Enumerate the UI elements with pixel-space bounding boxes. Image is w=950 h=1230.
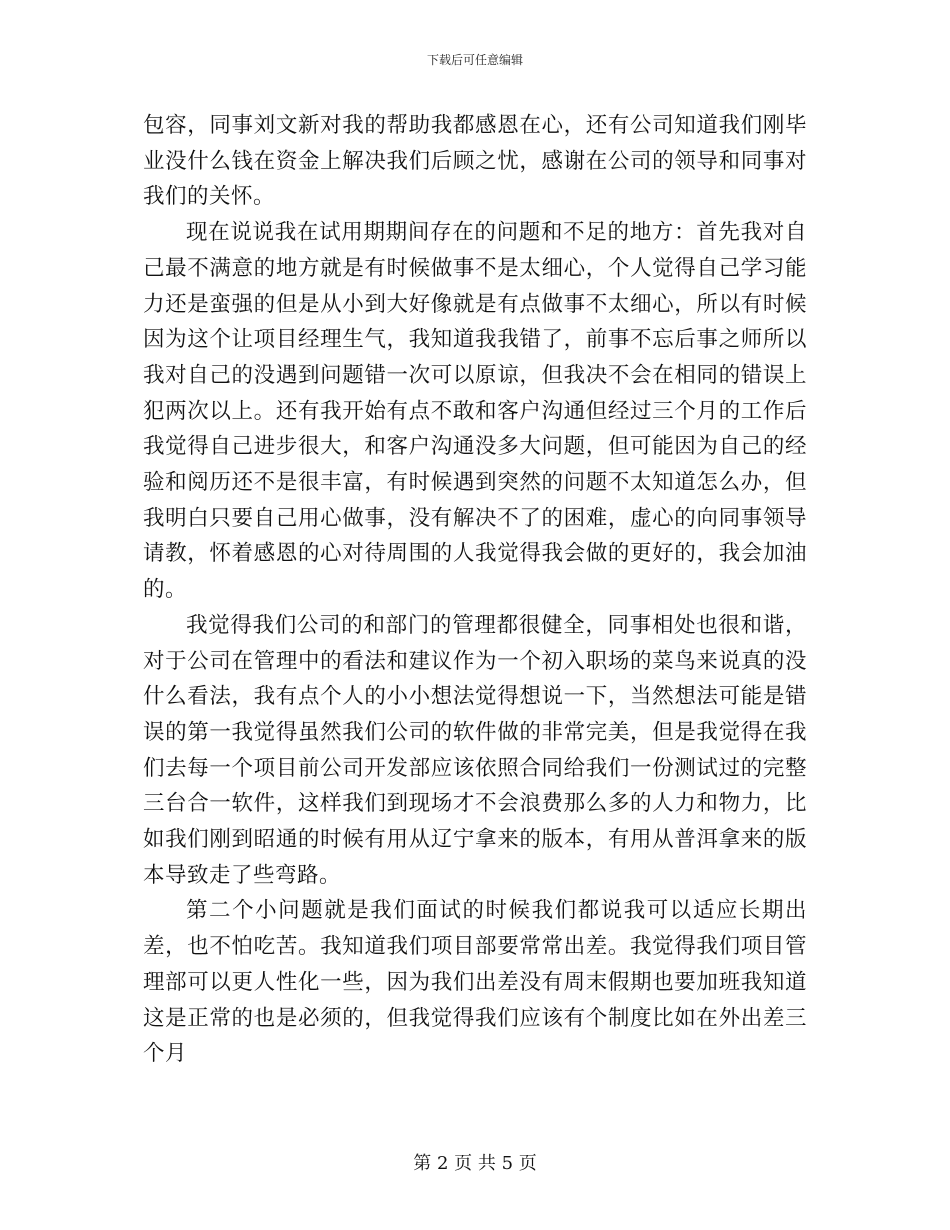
document-body — [143, 108, 807, 1072]
paragraph-1: 包容，同事刘文新对我的帮助我都感恩在心，还有公司知道我们刚毕业没什么钱在资金上解决我们后顾之忧，感谢在公司的领导和同事对我们的关怀。 — [143, 113, 807, 210]
page-header: 下载后可任意编辑 — [426, 53, 523, 67]
paragraph-3: 我觉得我们公司的和部门的管理都很健全，同事相处也很和谐，对于公司在管理中的看法和建议作为一个初入职场的菜鸟来说真的没什么看法，我有点个人的小小想法觉得想说一下，当然想法可能是错误的第一我觉得虽然我们公司的软件做的非常完美，但是我觉得在我们去每一个项目前公司开发部应该依照合同给我们一份测试过的完整三台合一软件，这样我们到现场才不会浪费那么多的人力和物力，比如我们刚到昭通的时候有用从辽宁拿来的版本，有用从普洱拿来的版本导致走了些弯路。 — [143, 612, 807, 888]
paragraph-2: 现在说说我在试用期期间存在的问题和不足的地方：首先我对自己最不满意的地方就是有时候做事不是太细心，个人觉得自己学习能力还是蛮强的但是从小到大好像就是有点做事不太细心，所以有时候因为这个让项目经理生气，我知道我我错了，前事不忘后事之师所以我对自己的没遇到问题错一次可以原谅，但我决不会在相同的错误上犯两次以上。还有我开始有点不敢和客户沟通但经过三个月的工作后我觉得自己进步很大，和客户沟通没多大问题，但可能因为自己的经验和阅历还不是很丰富，有时候遇到突然的问题不太知道怎么办，但我明白只要自己用心做事，没有解决不了的困难，虚心的向同事领导请教，怀着感恩的心对待周围的人我觉得我会做的更好的，我会加油的。 — [143, 220, 807, 603]
page-number-footer: 第 2 页 共 5 页 — [413, 1153, 537, 1174]
paragraph-4: 第二个小问题就是我们面试的时候我们都说我可以适应长期出差，也不怕吃苦。我知道我们项目部要常常出差。我觉得我们项目管理部可以更人性化一些，因为我们出差没有周末假期也要加班我知道这是正常的也是必须的，但我觉得我们应该有个制度比如在外出差三个月 — [143, 898, 807, 1067]
